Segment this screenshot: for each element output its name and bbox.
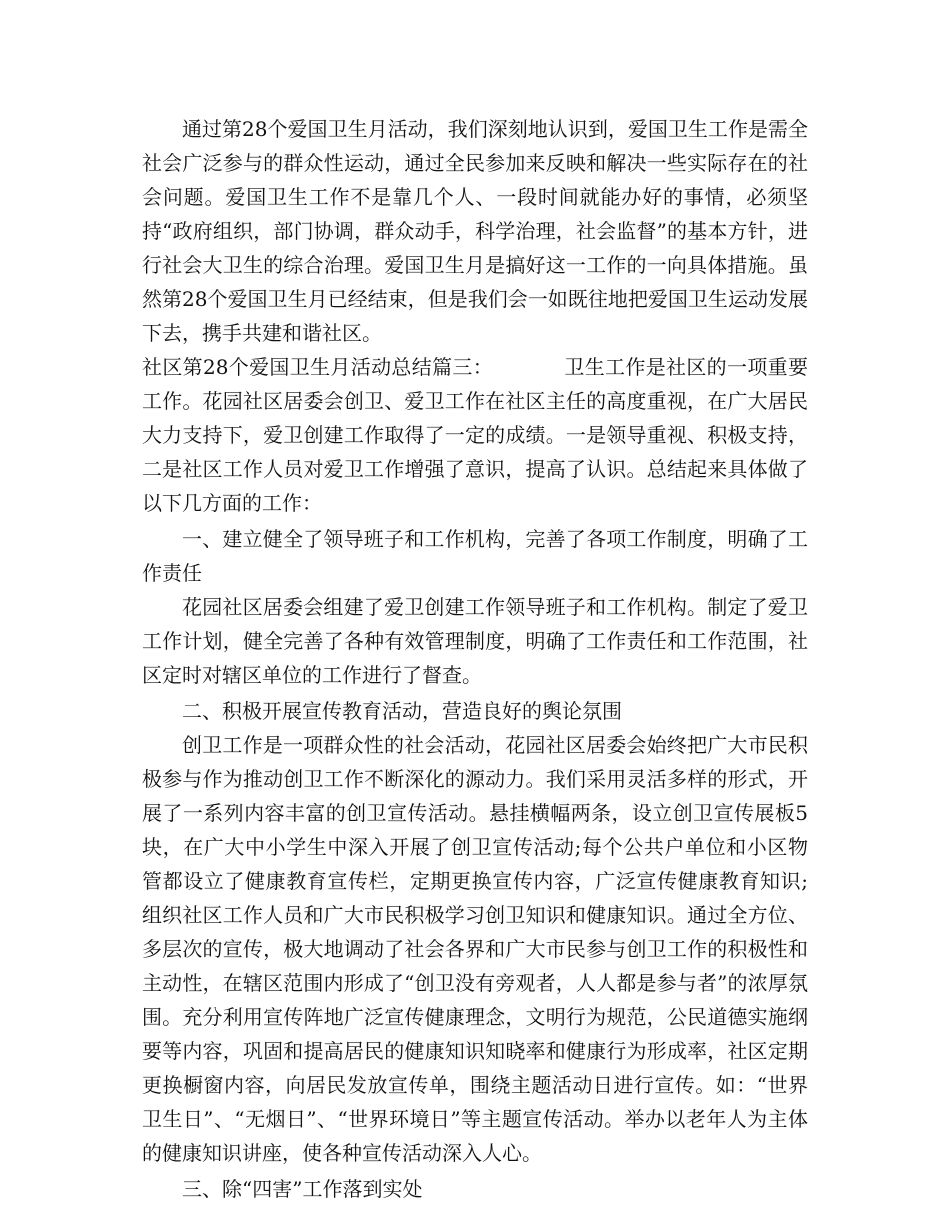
paragraph-summary: 通过第28个爱国卫生月活动，我们深刻地认识到，爱国卫生工作是需全社会广泛参与的群众性运动，通过全民参加来反映和解决一些实际存在的社会问题。爱国卫生工作不是靠几个人、一段时间就能办好的事情，必须坚持“政府组织，部门协调，群众动手，科学治理，社会监督”的基本方针，进行社会大卫生的综合治理。爱国卫生月是搞好这一工作的一向具体措施。虽然第28个爱国卫生月已经结束，但是我们会一如既往地把爱国卫生运动发展下去，携手共建和谐社区。: [142, 117, 808, 345]
paragraph-part-three-intro: 社区第28个爱国卫生月活动总结篇三： 卫生工作是社区的一项重要工作。花园社区居委会创卫、爱卫工作在社区主任的高度重视，在广大居民大力支持下，爱卫创建工作取得了一定的成绩。一是领导重视、积极支持，二是社区工作人员对爱卫工作增强了意识，提高了认识。总结起来具体做了以下几方面的工作：: [142, 355, 808, 515]
section-heading-two: 二、积极开展宣传教育活动，营造良好的舆论氛围: [182, 699, 622, 723]
paragraph-section-one: 花园社区居委会组建了爱卫创建工作领导班子和工作机构。制定了爱卫工作计划，健全完善了各种有效管理制度，明确了工作责任和工作范围，社区定时对辖区单位的工作进行了督查。: [142, 595, 808, 687]
section-heading-three: 三、除“四害”工作落到实处: [182, 1177, 423, 1201]
section-heading-one: 一、建立健全了领导班子和工作机构，完善了各项工作制度，明确了工作责任: [142, 527, 808, 585]
paragraph-section-two: 创卫工作是一项群众性的社会活动，花园社区居委会始终把广大市民积极参与作为推动创卫工作不断深化的源动力。我们采用灵活多样的形式，开展了一系列内容丰富的创卫宣传活动。悬挂横幅两条，设立创卫宣传展板5块，在广大中小学生中深入开展了创卫宣传活动;每个公共户单位和小区物管都设立了健康教育宣传栏，定期更换宣传内容，广泛宣传健康教育知识;组织社区工作人员和广大市民积极学习创卫知识和健康知识。通过全方位、多层次的宣传，极大地调动了社会各界和广大市民参与创卫工作的积极性和主动性，在辖区范围内形成了“创卫没有旁观者，人人都是参与者”的浓厚氛围。充分利用宣传阵地广泛宣传健康理念，文明行为规范，公民道德实施纲要等内容，巩固和提高居民的健康知识知晓率和健康行为形成率，社区定期更换橱窗内容，向居民发放宣传单，围绕主题活动日进行宣传。如：“世界卫生日”、“无烟日”、“世界环境日”等主题宣传活动。举办以老年人为主体的健康知识讲座，使各种宣传活动深入人心。: [142, 733, 808, 1165]
